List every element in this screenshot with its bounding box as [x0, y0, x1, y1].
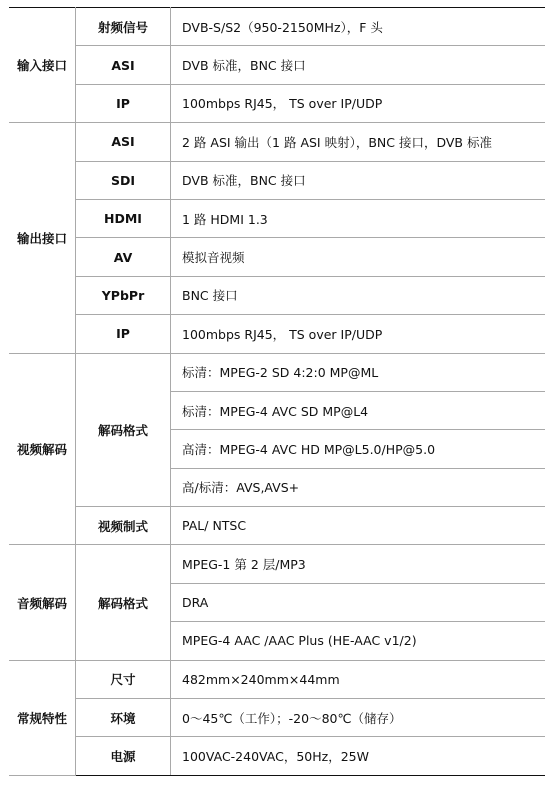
spec-row: [9, 8, 545, 46]
section-group-label: 视频解码: [9, 353, 76, 545]
row-label: 射频信号: [76, 8, 171, 46]
row-label: IP: [76, 315, 171, 353]
row-label: YPbPr: [76, 276, 171, 314]
spec-table-body: [9, 8, 545, 776]
row-label: 环境: [76, 699, 171, 737]
row-value: 2 路 ASI 输出（1 路 ASI 映射），BNC 接口，DVB 标准: [171, 123, 546, 161]
row-label: ASI: [76, 46, 171, 84]
spec-row: [9, 507, 545, 545]
spec-table: [9, 7, 545, 776]
row-value: 标清：MPEG-2 SD 4:2:0 MP@ML: [171, 353, 546, 391]
row-label: 解码格式: [76, 353, 171, 507]
row-label: 解码格式: [76, 545, 171, 660]
row-value: 1 路 HDMI 1.3: [171, 199, 546, 237]
row-value: MPEG-1 第 2 层/MP3: [171, 545, 546, 583]
row-value: 100mbps RJ45， TS over IP/UDP: [171, 315, 546, 353]
spec-row: [9, 84, 545, 122]
row-value: 标清：MPEG-4 AVC SD MP@L4: [171, 391, 546, 429]
row-value: 模拟音视频: [171, 238, 546, 276]
row-value: BNC 接口: [171, 276, 546, 314]
spec-row: [9, 161, 545, 199]
row-value: 高/标清：AVS,AVS+: [171, 468, 546, 506]
row-value: DRA: [171, 583, 546, 621]
row-label: SDI: [76, 161, 171, 199]
spec-row: [9, 276, 545, 314]
row-value: DVB-S/S2（950-2150MHz），F 头: [171, 8, 546, 46]
spec-row: [9, 545, 545, 583]
spec-row: [9, 123, 545, 161]
spec-row: [9, 660, 545, 698]
section-group-label: 输入接口: [9, 8, 76, 123]
section-group-label: 输出接口: [9, 123, 76, 353]
spec-row: [9, 199, 545, 237]
row-label: AV: [76, 238, 171, 276]
section-group-label: 音频解码: [9, 545, 76, 660]
row-label: 视频制式: [76, 507, 171, 545]
spec-row: [9, 699, 545, 737]
row-value: 100mbps RJ45， TS over IP/UDP: [171, 84, 546, 122]
row-value: MPEG-4 AAC /AAC Plus (HE-AAC v1/2): [171, 622, 546, 660]
row-label: 尺寸: [76, 660, 171, 698]
row-value: 高清：MPEG-4 AVC HD MP@L5.0/HP@5.0: [171, 430, 546, 468]
row-value: 100VAC-240VAC，50Hz，25W: [171, 737, 546, 775]
spec-row: [9, 238, 545, 276]
spec-row: [9, 737, 545, 775]
spec-row: [9, 46, 545, 84]
row-value: DVB 标准，BNC 接口: [171, 161, 546, 199]
row-value: PAL/ NTSC: [171, 507, 546, 545]
spec-row: [9, 353, 545, 391]
row-value: DVB 标准，BNC 接口: [171, 46, 546, 84]
spec-row: [9, 315, 545, 353]
section-group-label: 常规特性: [9, 660, 76, 775]
row-label: 电源: [76, 737, 171, 775]
row-value: 482mm×240mm×44mm: [171, 660, 546, 698]
row-label: ASI: [76, 123, 171, 161]
row-label: HDMI: [76, 199, 171, 237]
row-label: IP: [76, 84, 171, 122]
row-value: 0～45℃（工作）；-20～80℃（储存）: [171, 699, 546, 737]
